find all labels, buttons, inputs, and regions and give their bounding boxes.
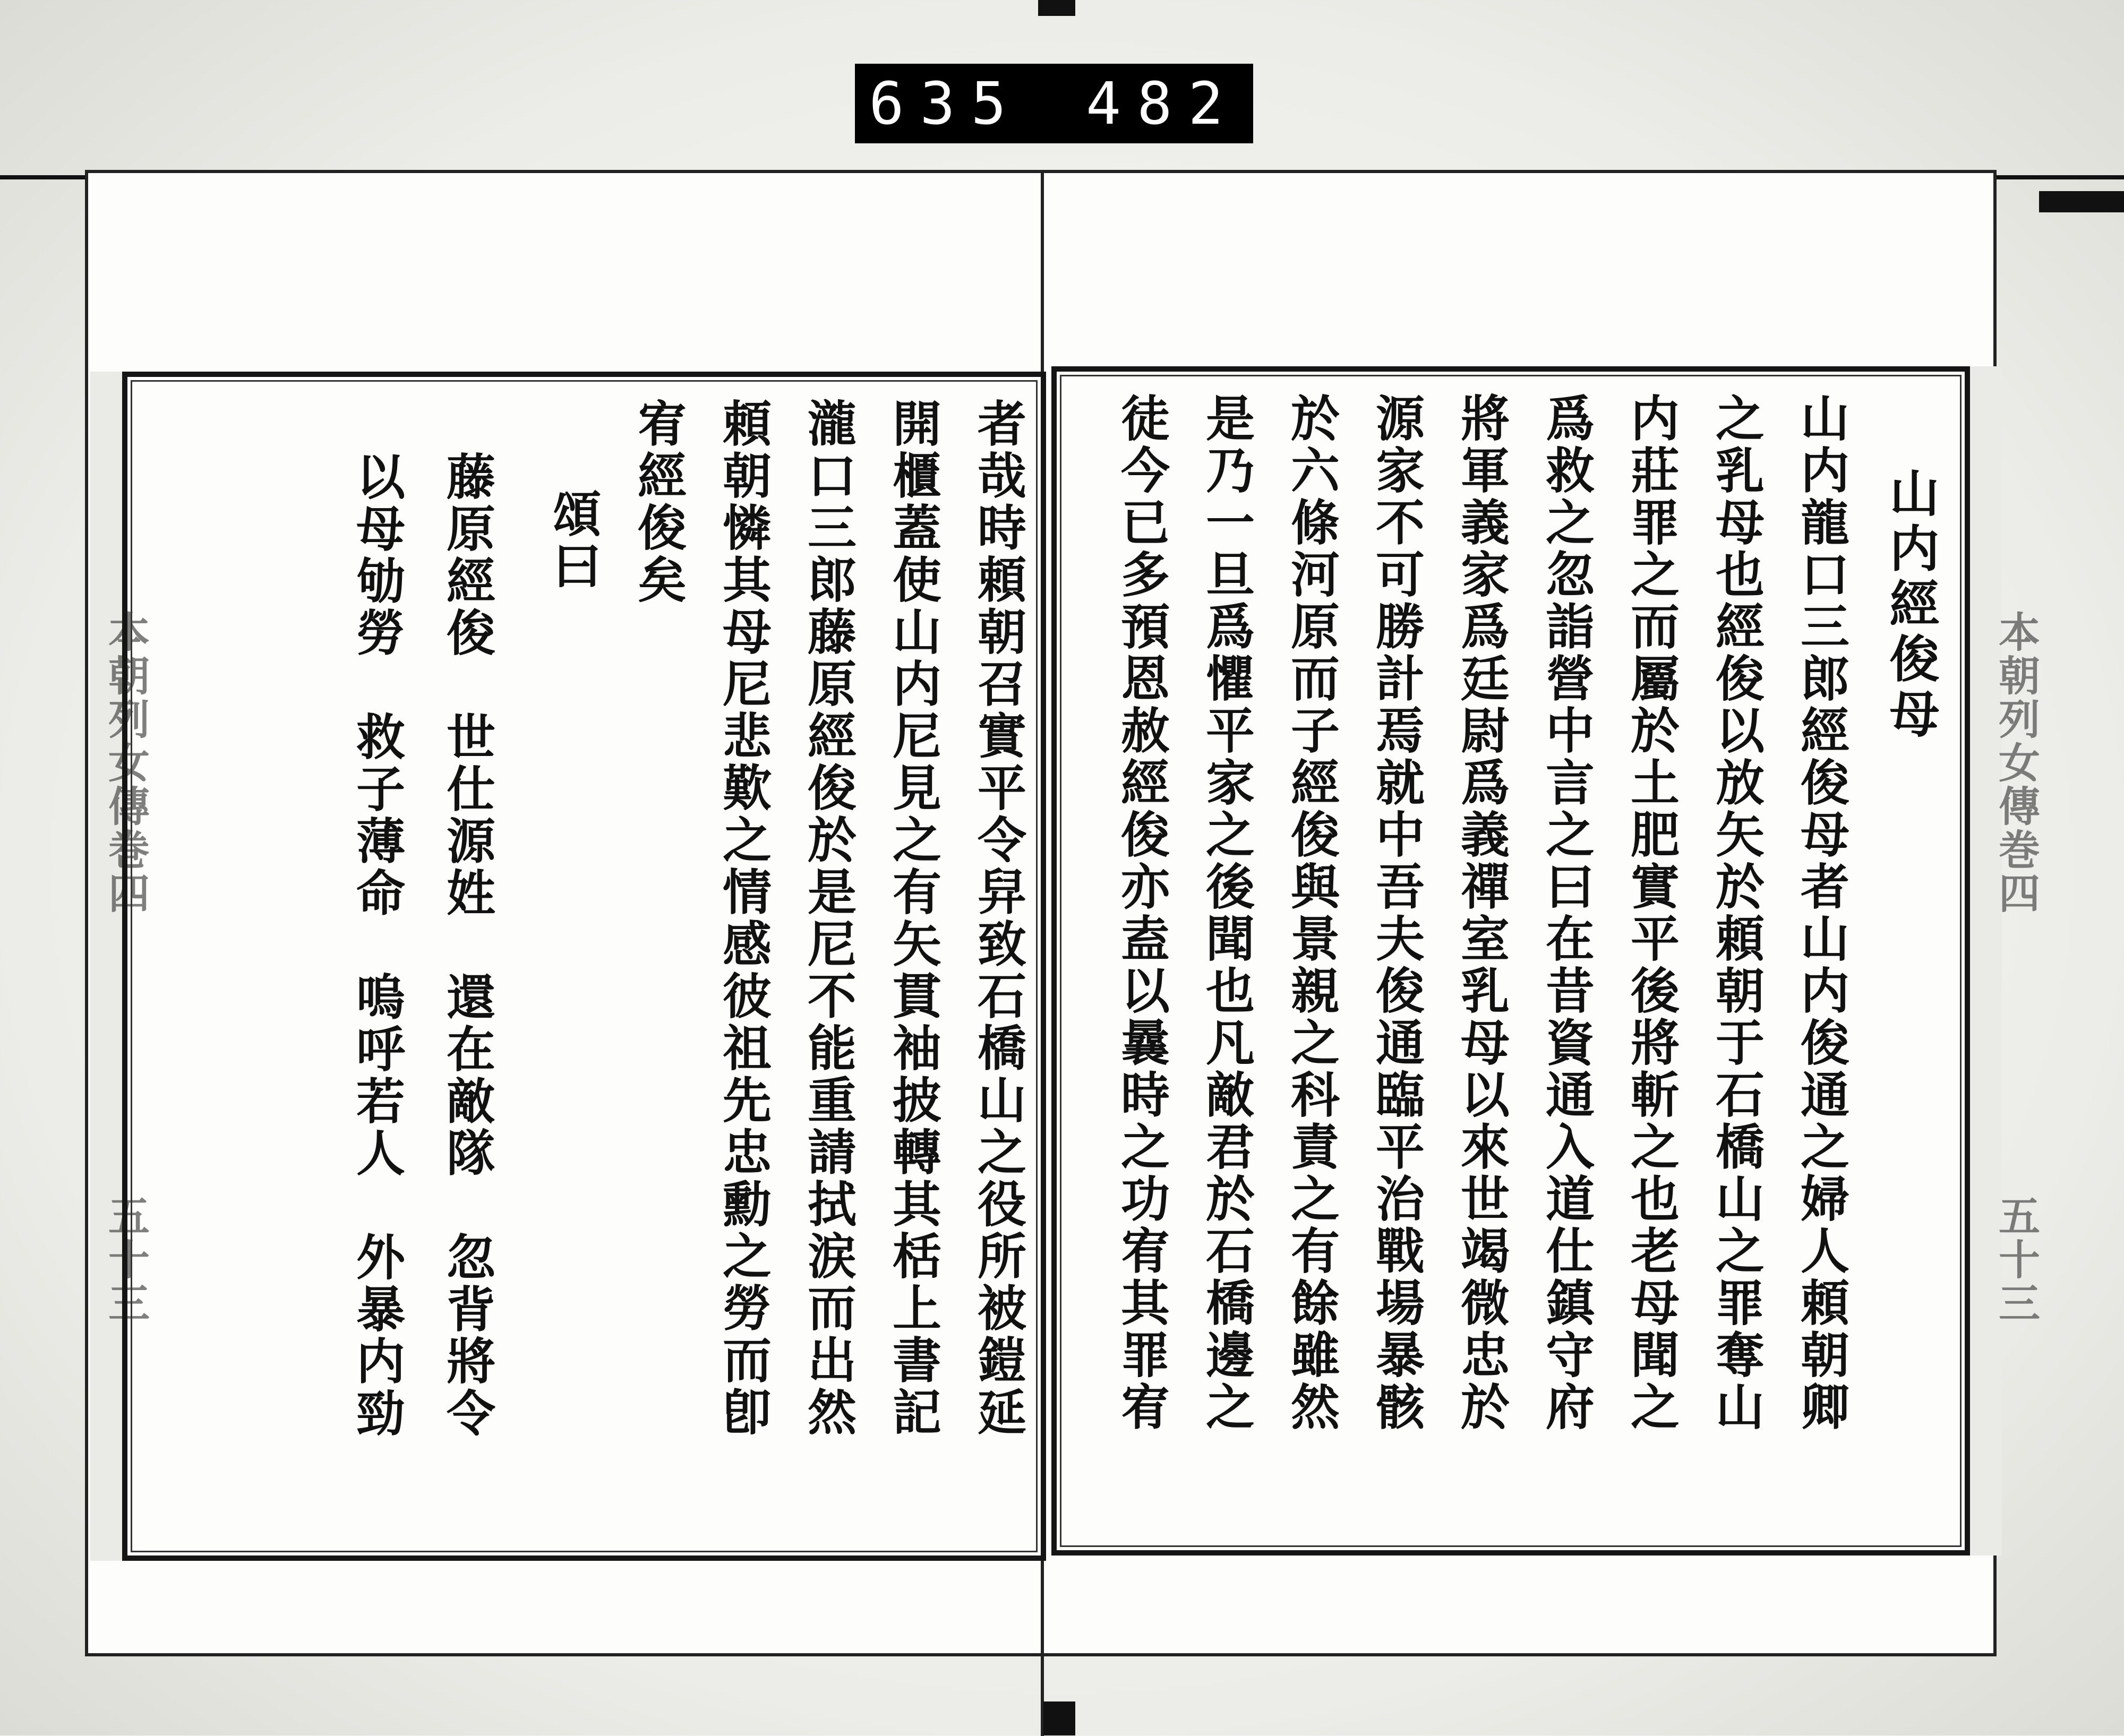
text-column: 開櫃蓋使山内尼見之有矢貫袖披轉其栝上書記: [885, 398, 942, 1439]
label-right-number: 482: [1086, 70, 1239, 137]
microfilm-label-strip: [855, 64, 1253, 143]
right-side-running-title: 本朝列女傳巻四: [1992, 611, 2040, 915]
right-page-title: 山内經俊母: [1881, 467, 1939, 743]
text-column: 山内龍口三郎經俊母者山内俊通之婦人頼朝卿: [1793, 393, 1850, 1433]
label-left-number: 635: [869, 70, 1022, 137]
text-column: 之乳母也經俊以放矢於頼朝于石橋山之罪奪山: [1708, 393, 1765, 1433]
text-column: 爲救之忽詣營中言之曰在昔資通入道仕鎮守府: [1538, 393, 1595, 1433]
left-outer-margin: [90, 372, 122, 1561]
text-column: 徒今已多預恩赦經俊亦盍以曩時之功宥其罪宥: [1113, 393, 1170, 1433]
text-column: 源家不可勝計焉就中吾夫俊通臨平治戰場暴骸: [1368, 393, 1425, 1433]
text-column: 將軍義家爲廷尉爲義禪室乳母以來世竭微忠於: [1453, 393, 1510, 1433]
text-column: 宥經俊矣: [630, 398, 687, 606]
left-side-running-title: 本朝列女傳巻四: [101, 611, 150, 915]
verse-line: 以母劬勞 救子薄命 嗚呼若人 外暴内勁: [348, 451, 406, 1440]
text-column: 是乃一旦爲懼平家之後聞也凡敵君於石橋邊之: [1198, 393, 1255, 1433]
right-edge-band: [2039, 191, 2124, 212]
text-column: 内莊罪之而屬於土肥實平後將斬之也老母聞之: [1623, 393, 1680, 1433]
top-registration-mark: [1038, 0, 1075, 16]
right-side-page-number: 五十三: [1992, 1194, 2040, 1325]
text-column: 頼朝憐其母尼悲歎之情感彼祖先忠勳之勞而卽: [715, 398, 772, 1439]
text-column: 者哉時頼朝召實平令舁致石橋山之役所被鎧延: [970, 398, 1027, 1439]
text-column: 於六條河原而子經俊與景親之科責之有餘雖然: [1283, 393, 1340, 1433]
bottom-registration-mark: [1043, 1701, 1075, 1735]
left-side-page-number: 五十三: [101, 1194, 150, 1325]
text-column: 瀧口三郎藤原經俊於是尼不能重請拭涙而出然: [800, 398, 857, 1439]
ode-label: 頌曰: [545, 488, 602, 592]
verse-line: 藤原經俊 世仕源姓 還在敵隊 忽背將令: [439, 451, 496, 1440]
right-outer-margin: [1970, 366, 2002, 1555]
